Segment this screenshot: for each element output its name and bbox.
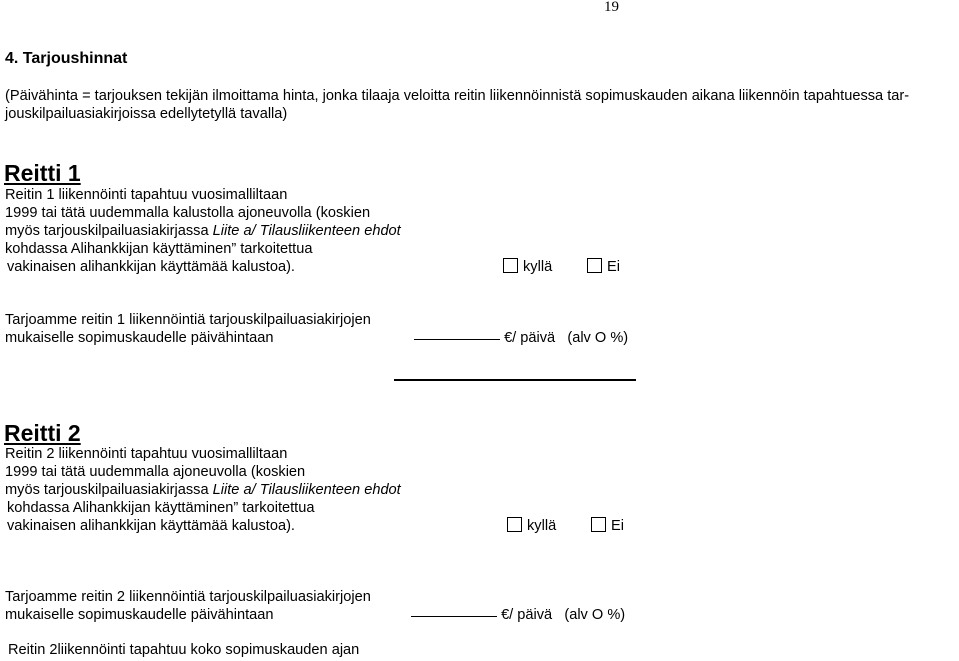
route1-text: myös tarjouskilpailuasiakirjassa (5, 223, 213, 239)
route2-italic-ref: Liite a/ Tilausliikenteen ehdot (212, 482, 401, 498)
route1-offer-line: Tarjoamme reitin 1 liikennöintiä tarjouskilpailuasiakirjojen (5, 312, 371, 328)
route1-title: Reitti 1 (4, 160, 81, 186)
route2-line: vakinaisen alihankkijan käyttämää kalustoa). (7, 518, 295, 534)
route2-offer-line: mukaiselle sopimuskaudelle päivähintaan (5, 607, 274, 623)
footer-line: Reitin 2liikennöinti tapahtuu koko sopimuskauden ajan (8, 642, 360, 658)
route2-no-option[interactable] (591, 517, 624, 535)
route1-line (5, 222, 401, 240)
checkbox-yes[interactable] (503, 258, 518, 273)
route2-price-field[interactable] (411, 606, 625, 624)
yes-label: kyllä (527, 518, 557, 534)
route2-line: 1999 tai tätä uudemmalla ajoneuvolla (koskien (5, 464, 306, 480)
yes-label: kyllä (523, 259, 553, 275)
checkbox-no[interactable] (591, 517, 606, 532)
route1-italic-ref: Liite a/ Tilausliikenteen ehdot (212, 223, 401, 239)
intro-line: (Päivähinta = tarjouksen tekijän ilmoittama hinta, jonka tilaaja veloitta reitin liikennöinnistä sopimuskauden aikana liikennöin tapahtuessa tar- (5, 88, 910, 104)
price-blank[interactable] (414, 338, 500, 340)
divider (394, 379, 636, 381)
price-unit: €/ päivä (alv O %) (501, 607, 626, 623)
page-number: 19 (604, 0, 619, 15)
no-label: Ei (607, 259, 620, 275)
route1-offer-line: mukaiselle sopimuskaudelle päivähintaan (5, 330, 274, 346)
route2-yes-option[interactable] (507, 517, 556, 535)
route2-title: Reitti 2 (4, 420, 81, 446)
price-unit: €/ päivä (alv O %) (504, 330, 629, 346)
route2-line (5, 481, 401, 499)
checkbox-no[interactable] (587, 258, 602, 273)
route1-yes-option[interactable] (503, 258, 552, 276)
route2-offer-line: Tarjoamme reitin 2 liikennöintiä tarjouskilpailuasiakirjojen (5, 589, 371, 605)
route1-line: kohdassa Alihankkijan käyttäminen” tarkoitettua (5, 241, 313, 257)
route1-line: 1999 tai tätä uudemmalla kalustolla ajoneuvolla (koskien (5, 205, 371, 221)
route2-line: kohdassa Alihankkijan käyttäminen” tarkoitettua (7, 500, 315, 516)
section-title: 4. Tarjoushinnat (5, 50, 128, 67)
no-label: Ei (611, 518, 624, 534)
route1-price-field[interactable] (414, 329, 628, 347)
route1-line: vakinaisen alihankkijan käyttämää kalustoa). (7, 259, 295, 275)
route2-line: Reitin 2 liikennöinti tapahtuu vuosimalliltaan (5, 446, 288, 462)
price-blank[interactable] (411, 615, 497, 617)
route1-line: Reitin 1 liikennöinti tapahtuu vuosimalliltaan (5, 187, 288, 203)
intro-line: jouskilpailuasiakirjoissa edellytetyllä tavalla) (5, 106, 288, 122)
route1-no-option[interactable] (587, 258, 620, 276)
route2-text: myös tarjouskilpailuasiakirjassa (5, 482, 213, 498)
checkbox-yes[interactable] (507, 517, 522, 532)
